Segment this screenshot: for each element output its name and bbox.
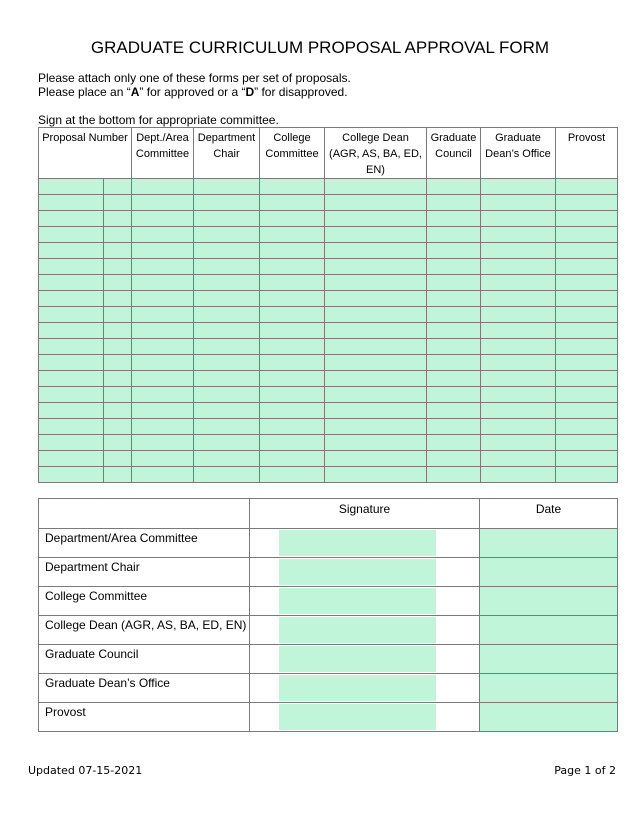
grid-row — [39, 387, 618, 403]
approval-cell[interactable] — [481, 243, 556, 259]
proposal-number-cell[interactable] — [104, 435, 132, 451]
approval-cell[interactable] — [132, 355, 194, 371]
approval-cell[interactable] — [556, 211, 618, 227]
signature-field[interactable] — [279, 588, 436, 614]
proposal-number-cell[interactable] — [39, 259, 104, 275]
date-field[interactable] — [480, 645, 618, 674]
proposal-number-cell[interactable] — [104, 451, 132, 467]
approval-cell[interactable] — [132, 291, 194, 307]
grid-header-line: College — [273, 132, 311, 144]
approval-cell[interactable] — [194, 307, 260, 323]
grid-row — [39, 307, 618, 323]
approval-cell[interactable] — [481, 355, 556, 371]
instruction-sign: Sign at the bottom for appropriate committee. — [38, 113, 279, 127]
approval-cell[interactable] — [194, 291, 260, 307]
grid-header-line: Dean’s Office — [485, 148, 551, 160]
grid-row — [39, 195, 618, 211]
approval-cell[interactable] — [427, 179, 481, 195]
approval-cell[interactable] — [325, 243, 427, 259]
date-field[interactable] — [480, 558, 618, 587]
grid-header-line: Council — [435, 148, 472, 160]
grid-row — [39, 419, 618, 435]
approval-cell[interactable] — [194, 243, 260, 259]
proposal-number-cell[interactable] — [104, 419, 132, 435]
grid-header-4 — [325, 128, 427, 179]
committee-label: Department Chair — [39, 558, 250, 587]
grid-header-line: EN) — [366, 164, 385, 176]
signature-header-blank — [39, 499, 250, 529]
approval-cell[interactable] — [556, 179, 618, 195]
signature-cell — [250, 558, 480, 587]
approved-letter: A — [130, 85, 140, 99]
disapproved-letter: D — [245, 85, 255, 99]
approval-cell[interactable] — [260, 339, 325, 355]
proposal-number-cell[interactable] — [104, 291, 132, 307]
signature-field[interactable] — [279, 530, 436, 556]
committee-label: Department/Area Committee — [39, 529, 250, 558]
proposal-number-cell[interactable] — [39, 355, 104, 371]
grid-row — [39, 355, 618, 371]
approval-cell[interactable] — [325, 467, 427, 483]
proposal-number-cell[interactable] — [39, 371, 104, 387]
instruction-mark-mid: ” for approved or a “ — [139, 85, 246, 99]
approval-cell[interactable] — [260, 323, 325, 339]
signature-field[interactable] — [279, 675, 436, 701]
grid-row — [39, 243, 618, 259]
approval-cell[interactable] — [260, 371, 325, 387]
grid-row — [39, 339, 618, 355]
approval-cell[interactable] — [260, 291, 325, 307]
grid-header-3 — [260, 128, 325, 179]
proposal-number-cell[interactable] — [104, 195, 132, 211]
approval-cell[interactable] — [481, 403, 556, 419]
approval-cell[interactable] — [481, 435, 556, 451]
approval-cell[interactable] — [132, 451, 194, 467]
proposal-number-cell[interactable] — [39, 419, 104, 435]
approval-cell[interactable] — [132, 435, 194, 451]
signature-row — [39, 587, 618, 616]
approval-cell[interactable] — [427, 307, 481, 323]
approval-cell[interactable] — [481, 467, 556, 483]
approval-cell[interactable] — [556, 387, 618, 403]
grid-header-line: Chair — [213, 148, 240, 160]
approval-cell[interactable] — [194, 259, 260, 275]
approval-cell[interactable] — [260, 387, 325, 403]
proposal-number-cell[interactable] — [104, 467, 132, 483]
proposal-number-cell[interactable] — [104, 227, 132, 243]
approval-cell[interactable] — [194, 339, 260, 355]
approval-cell[interactable] — [481, 419, 556, 435]
approval-cell[interactable] — [427, 243, 481, 259]
approval-cell[interactable] — [556, 307, 618, 323]
proposal-number-cell[interactable] — [39, 467, 104, 483]
approval-cell[interactable] — [132, 275, 194, 291]
approval-cell[interactable] — [427, 195, 481, 211]
approval-cell[interactable] — [260, 307, 325, 323]
approval-cell[interactable] — [194, 323, 260, 339]
grid-row — [39, 403, 618, 419]
approval-cell[interactable] — [132, 179, 194, 195]
grid-row — [39, 275, 618, 291]
grid-row — [39, 371, 618, 387]
proposal-number-cell[interactable] — [39, 403, 104, 419]
approval-cell[interactable] — [260, 275, 325, 291]
signature-table — [38, 498, 618, 732]
proposal-grid — [38, 127, 618, 483]
grid-header-5 — [427, 128, 481, 179]
approval-cell[interactable] — [481, 339, 556, 355]
grid-row — [39, 451, 618, 467]
approval-cell[interactable] — [427, 371, 481, 387]
approval-cell[interactable] — [325, 275, 427, 291]
date-field[interactable] — [480, 616, 618, 645]
approval-cell[interactable] — [481, 259, 556, 275]
grid-header-0 — [39, 128, 132, 179]
approval-cell[interactable] — [556, 355, 618, 371]
approval-cell[interactable] — [260, 243, 325, 259]
proposal-number-cell[interactable] — [39, 179, 104, 195]
instruction-mark-post: ” for disapproved. — [254, 85, 348, 99]
proposal-number-cell[interactable] — [39, 435, 104, 451]
approval-cell[interactable] — [260, 355, 325, 371]
grid-row — [39, 291, 618, 307]
proposal-number-cell[interactable] — [39, 227, 104, 243]
grid-row — [39, 259, 618, 275]
date-field[interactable] — [480, 587, 618, 616]
date-field[interactable] — [480, 529, 618, 558]
grid-header-line: Committee — [135, 148, 190, 160]
committee-label: College Dean (AGR, AS, BA, ED, EN) — [39, 616, 250, 645]
approval-cell[interactable] — [427, 387, 481, 403]
signature-field[interactable] — [279, 646, 436, 672]
approval-cell[interactable] — [194, 387, 260, 403]
approval-cell[interactable] — [194, 435, 260, 451]
page-number: Page 1 of 2 — [554, 764, 616, 777]
approval-cell[interactable] — [325, 307, 427, 323]
committee-label: College Committee — [39, 587, 250, 616]
approval-cell[interactable] — [132, 211, 194, 227]
updated-date: Updated 07-15-2021 — [28, 764, 143, 777]
approval-cell[interactable] — [427, 435, 481, 451]
approval-cell[interactable] — [260, 467, 325, 483]
approval-cell[interactable] — [481, 323, 556, 339]
approval-cell[interactable] — [481, 211, 556, 227]
approval-cell[interactable] — [556, 435, 618, 451]
date-field[interactable] — [480, 674, 618, 703]
approval-cell[interactable] — [556, 419, 618, 435]
date-field[interactable] — [480, 703, 618, 732]
approval-cell[interactable] — [481, 451, 556, 467]
approval-cell[interactable] — [481, 179, 556, 195]
approval-cell[interactable] — [194, 355, 260, 371]
approval-cell[interactable] — [427, 323, 481, 339]
signature-row — [39, 529, 618, 558]
grid-header-2 — [194, 128, 260, 179]
approval-cell[interactable] — [556, 467, 618, 483]
approval-cell[interactable] — [556, 451, 618, 467]
grid-header-line: Graduate — [430, 132, 477, 144]
proposal-number-cell[interactable] — [104, 403, 132, 419]
approval-cell[interactable] — [325, 355, 427, 371]
grid-row — [39, 179, 618, 195]
committee-label: Graduate Council — [39, 645, 250, 674]
grid-row — [39, 323, 618, 339]
approval-cell[interactable] — [194, 371, 260, 387]
approval-cell[interactable] — [481, 291, 556, 307]
approval-cell[interactable] — [427, 291, 481, 307]
approval-cell[interactable] — [481, 307, 556, 323]
approval-cell[interactable] — [556, 259, 618, 275]
proposal-number-cell[interactable] — [39, 323, 104, 339]
approval-cell[interactable] — [260, 179, 325, 195]
approval-cell[interactable] — [132, 371, 194, 387]
proposal-number-cell[interactable] — [104, 179, 132, 195]
signature-row — [39, 703, 618, 732]
approval-cell[interactable] — [427, 451, 481, 467]
approval-cell[interactable] — [132, 467, 194, 483]
approval-cell[interactable] — [325, 323, 427, 339]
approval-cell[interactable] — [427, 275, 481, 291]
approval-cell[interactable] — [325, 387, 427, 403]
approval-cell[interactable] — [260, 435, 325, 451]
approval-cell[interactable] — [132, 339, 194, 355]
grid-row — [39, 435, 618, 451]
grid-header-line: (AGR, AS, BA, ED, — [329, 148, 422, 160]
approval-cell[interactable] — [260, 419, 325, 435]
approval-cell[interactable] — [427, 355, 481, 371]
proposal-number-cell[interactable] — [39, 243, 104, 259]
proposal-number-cell[interactable] — [39, 387, 104, 403]
approval-cell[interactable] — [194, 179, 260, 195]
approval-cell[interactable] — [427, 419, 481, 435]
approval-cell[interactable] — [132, 227, 194, 243]
approval-cell[interactable] — [556, 339, 618, 355]
approval-cell[interactable] — [194, 275, 260, 291]
approval-cell[interactable] — [481, 227, 556, 243]
approval-cell[interactable] — [427, 467, 481, 483]
approval-cell[interactable] — [325, 211, 427, 227]
signature-cell — [250, 645, 480, 674]
signature-row — [39, 645, 618, 674]
approval-cell[interactable] — [556, 291, 618, 307]
proposal-number-cell[interactable] — [104, 323, 132, 339]
approval-cell[interactable] — [325, 435, 427, 451]
proposal-number-cell[interactable] — [104, 339, 132, 355]
approval-cell[interactable] — [325, 291, 427, 307]
approval-cell[interactable] — [194, 227, 260, 243]
approval-cell[interactable] — [194, 195, 260, 211]
proposal-number-cell[interactable] — [104, 211, 132, 227]
approval-cell[interactable] — [556, 323, 618, 339]
approval-cell[interactable] — [325, 195, 427, 211]
approval-cell[interactable] — [481, 371, 556, 387]
signature-cell — [250, 674, 480, 703]
approval-cell[interactable] — [325, 227, 427, 243]
approval-cell[interactable] — [325, 259, 427, 275]
approval-cell[interactable] — [427, 227, 481, 243]
approval-cell[interactable] — [194, 467, 260, 483]
signature-field[interactable] — [279, 617, 436, 643]
approval-cell[interactable] — [132, 403, 194, 419]
grid-row — [39, 227, 618, 243]
approval-cell[interactable] — [427, 339, 481, 355]
proposal-number-cell[interactable] — [104, 275, 132, 291]
grid-header-1 — [132, 128, 194, 179]
approval-cell[interactable] — [427, 403, 481, 419]
approval-cell[interactable] — [556, 275, 618, 291]
approval-cell[interactable] — [260, 211, 325, 227]
approval-cell[interactable] — [132, 419, 194, 435]
approval-cell[interactable] — [194, 211, 260, 227]
grid-header-line: Committee — [265, 148, 319, 160]
grid-row — [39, 211, 618, 227]
date-header: Date — [480, 499, 618, 529]
proposal-number-cell[interactable] — [104, 259, 132, 275]
approval-cell[interactable] — [132, 195, 194, 211]
approval-cell[interactable] — [325, 451, 427, 467]
approval-cell[interactable] — [556, 403, 618, 419]
approval-cell[interactable] — [325, 339, 427, 355]
signature-cell — [250, 703, 480, 732]
proposal-number-cell[interactable] — [104, 371, 132, 387]
signature-header-row — [39, 499, 618, 529]
approval-cell[interactable] — [556, 227, 618, 243]
proposal-number-cell[interactable] — [39, 211, 104, 227]
approval-cell[interactable] — [260, 403, 325, 419]
approval-cell[interactable] — [325, 371, 427, 387]
signature-row — [39, 616, 618, 645]
proposal-number-cell[interactable] — [39, 307, 104, 323]
approval-cell[interactable] — [427, 211, 481, 227]
proposal-number-cell[interactable] — [39, 291, 104, 307]
instruction-attach: Please attach only one of these forms per set of proposals. — [38, 71, 351, 85]
approval-cell[interactable] — [132, 243, 194, 259]
approval-cell[interactable] — [556, 243, 618, 259]
signature-row — [39, 674, 618, 703]
proposal-number-cell[interactable] — [104, 387, 132, 403]
grid-header-6 — [481, 128, 556, 179]
approval-cell[interactable] — [132, 323, 194, 339]
signature-field[interactable] — [279, 559, 436, 585]
approval-cell[interactable] — [481, 275, 556, 291]
grid-header-7 — [556, 128, 618, 179]
approval-cell[interactable] — [260, 195, 325, 211]
proposal-number-cell[interactable] — [104, 307, 132, 323]
proposal-number-cell[interactable] — [39, 339, 104, 355]
proposal-number-cell[interactable] — [104, 243, 132, 259]
approval-cell[interactable] — [260, 227, 325, 243]
grid-header-line: College Dean — [342, 132, 409, 144]
committee-label: Provost — [39, 703, 250, 732]
approval-cell[interactable] — [325, 179, 427, 195]
approval-cell[interactable] — [132, 387, 194, 403]
grid-header-line: Provost — [567, 132, 606, 144]
approval-cell[interactable] — [427, 259, 481, 275]
signature-header: Signature — [250, 499, 480, 529]
committee-label: Graduate Dean’s Office — [39, 674, 250, 703]
grid-header-row — [39, 128, 618, 179]
grid-row — [39, 467, 618, 483]
approval-cell[interactable] — [194, 419, 260, 435]
proposal-number-cell[interactable] — [104, 355, 132, 371]
approval-cell[interactable] — [556, 371, 618, 387]
signature-cell — [250, 529, 480, 558]
grid-header-line: Proposal Number — [42, 132, 128, 144]
approval-cell[interactable] — [556, 195, 618, 211]
approval-cell[interactable] — [194, 403, 260, 419]
approval-cell[interactable] — [325, 419, 427, 435]
instruction-mark-pre: Please place an “ — [38, 85, 131, 99]
approval-cell[interactable] — [194, 451, 260, 467]
grid-header-line: Graduate — [495, 132, 541, 144]
approval-cell[interactable] — [132, 307, 194, 323]
approval-cell[interactable] — [132, 259, 194, 275]
approval-cell[interactable] — [260, 451, 325, 467]
approval-cell[interactable] — [325, 403, 427, 419]
grid-header-line: Department — [197, 132, 256, 144]
grid-header-line: Dept./Area — [136, 132, 189, 144]
approval-cell[interactable] — [260, 259, 325, 275]
approval-cell[interactable] — [481, 195, 556, 211]
signature-cell — [250, 616, 480, 645]
proposal-number-cell[interactable] — [39, 275, 104, 291]
proposal-number-cell[interactable] — [39, 195, 104, 211]
signature-field[interactable] — [279, 704, 436, 730]
signature-row — [39, 558, 618, 587]
signature-cell — [250, 587, 480, 616]
instruction-mark — [38, 85, 348, 99]
form-title: GRADUATE CURRICULUM PROPOSAL APPROVAL FORM — [90, 38, 550, 57]
approval-cell[interactable] — [481, 387, 556, 403]
proposal-number-cell[interactable] — [39, 451, 104, 467]
